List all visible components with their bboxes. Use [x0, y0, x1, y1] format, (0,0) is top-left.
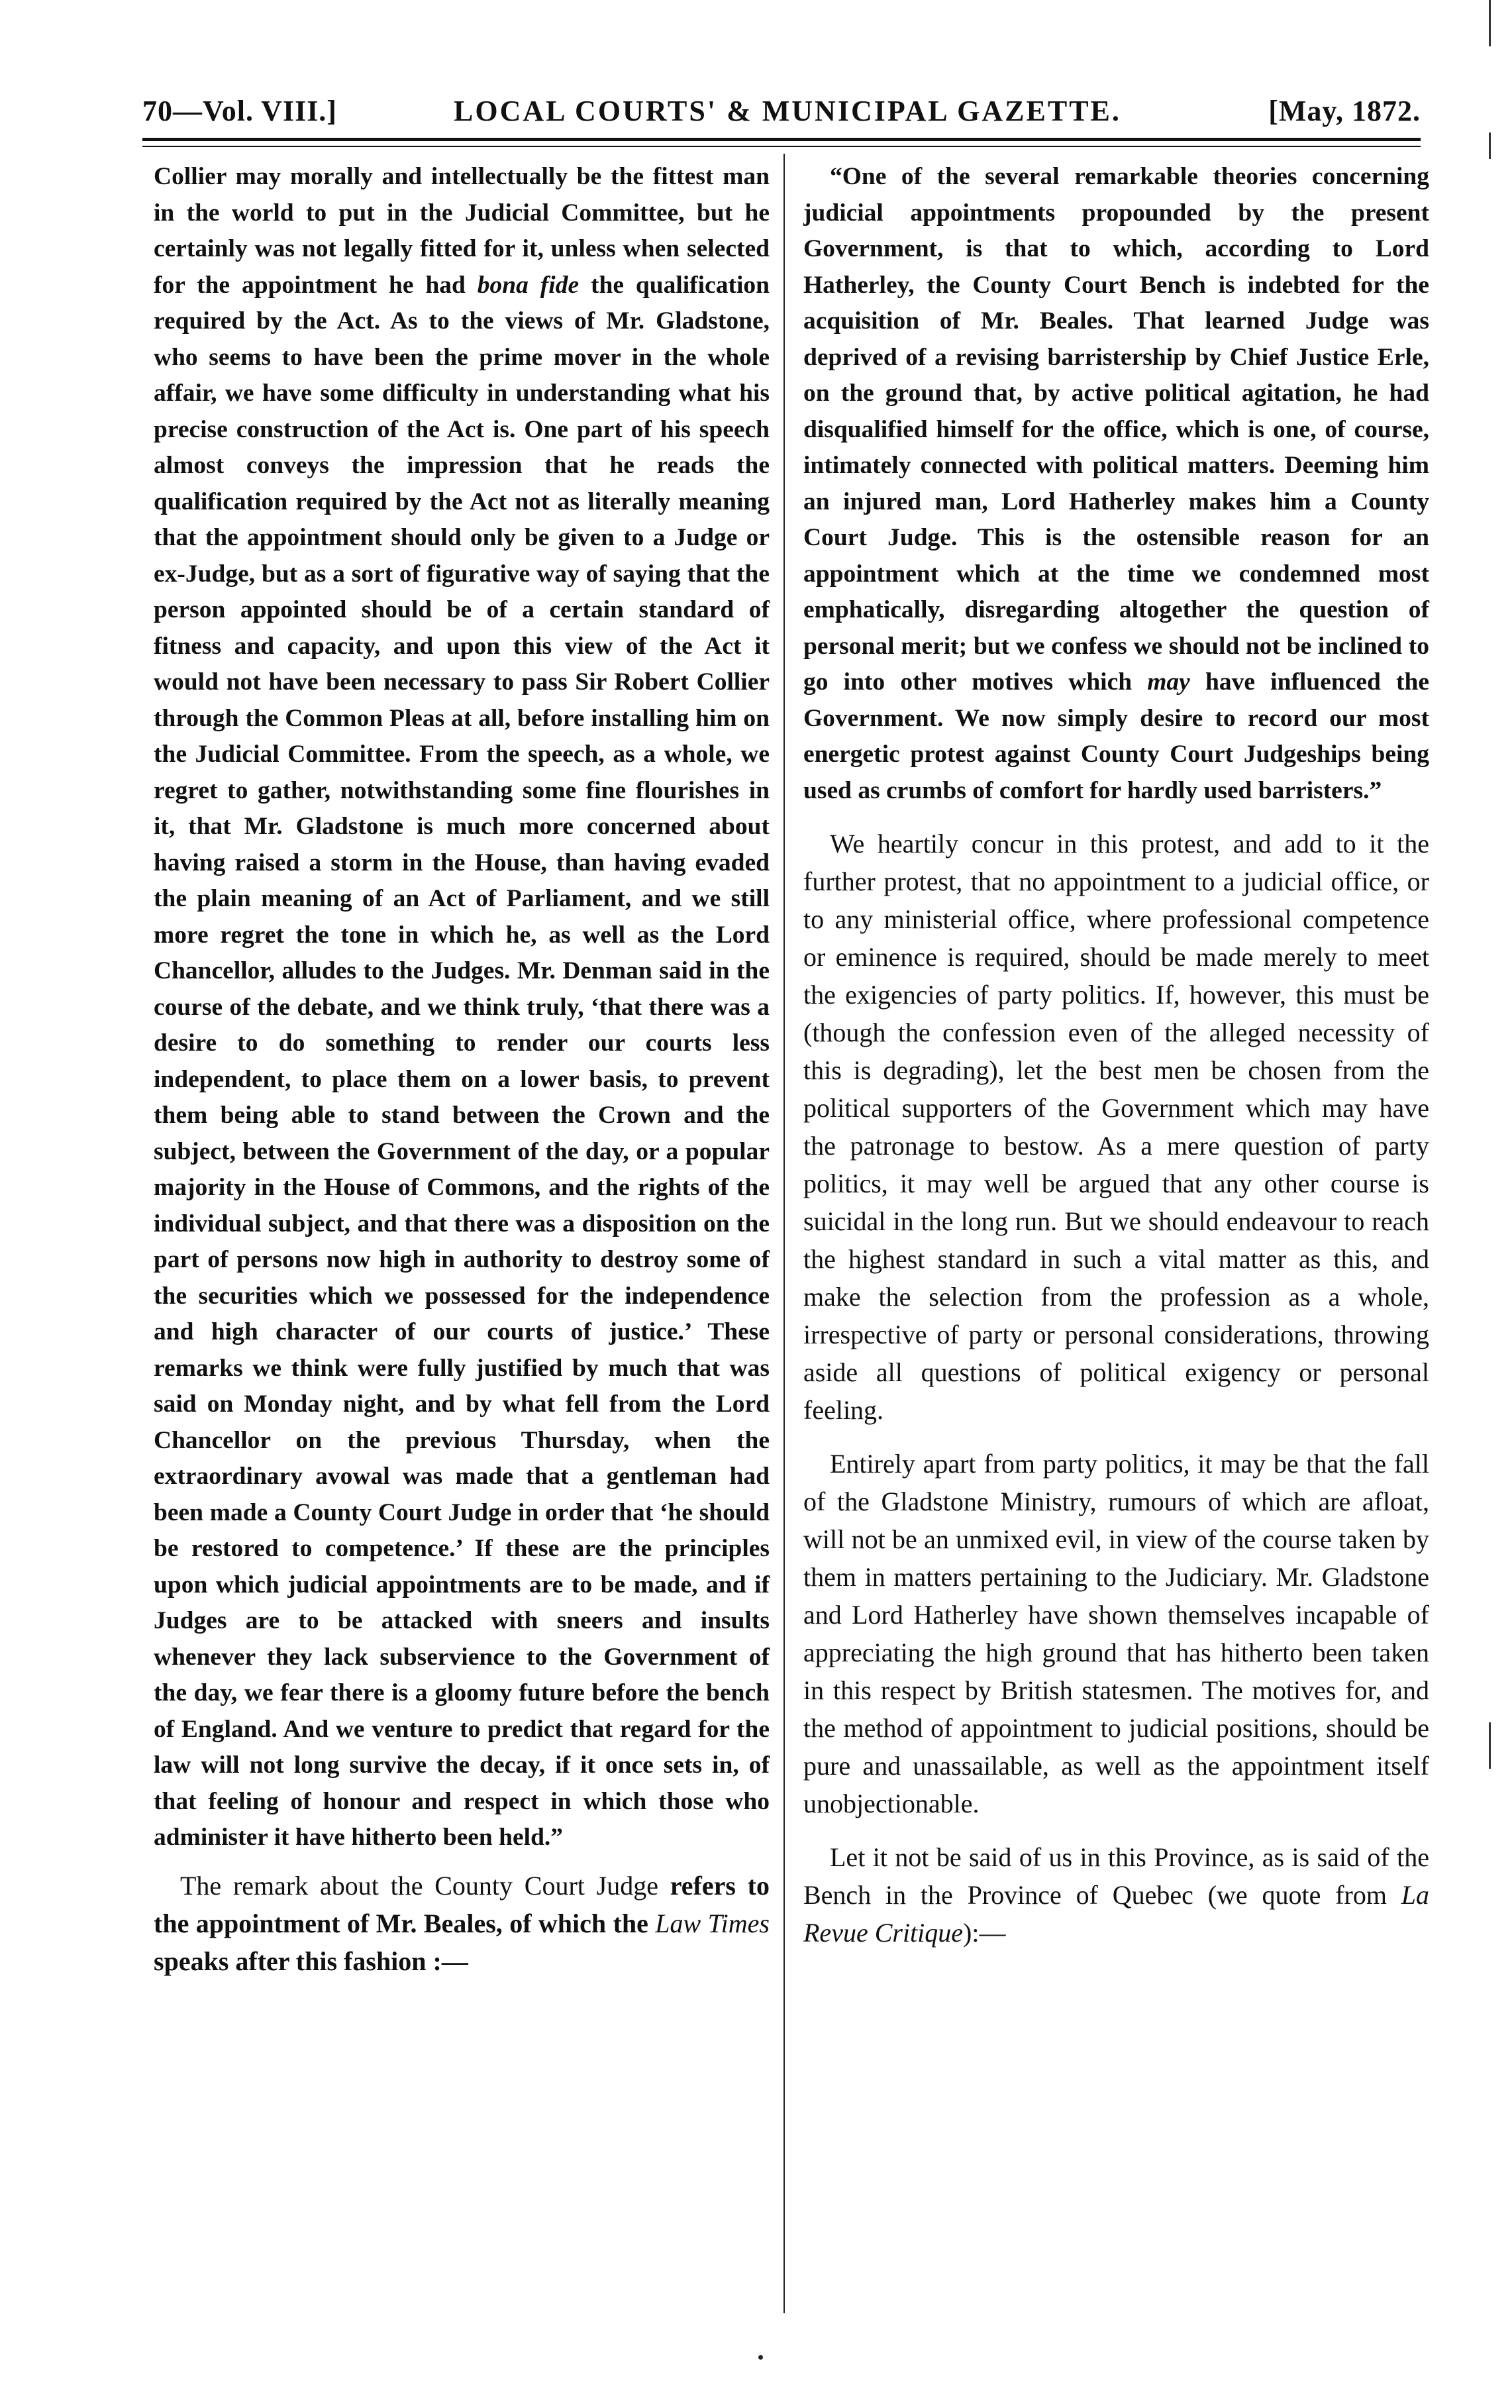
- text-run: speaks after this fashion :—: [154, 1946, 468, 1976]
- text-run: have influenced the Government. We now simply desire to record our most energetic protest against County Court Judgeships being used as crumbs of comfort for hardly used barristers.”: [803, 668, 1429, 804]
- quoted-paragraph-continued: [154, 159, 770, 1856]
- paragraph-beales: [154, 1867, 770, 1980]
- text-run: “One of the several remarkable theories concerning judicial appointments propounded by the present Government, is that to which, according to Lord Hatherley, the County Court Bench is indebted for the acquisition of Mr. Beales. That learned Judge was deprived of a revising barristership by Chief Justice Erle, on the ground that, by active political agitation, he had disqualified himself for the office, which is one, of course, intimately connected with political matters. Deeming him an injured man, Lord Hatherley makes him a County Court Judge. This is the ostensible reason for an appointment which at the time we condemned most emphatically, disregarding altogether the question of personal merit; but we confess we should not be inclined to go into other motives which: [803, 163, 1429, 696]
- journal-title: LOCAL COURTS' & MUNICIPAL GAZETTE.: [454, 95, 1121, 127]
- italic-run: may: [1147, 668, 1190, 696]
- text-run: ):—: [963, 1918, 1006, 1948]
- margin-scan-mark: [1489, 0, 1491, 46]
- text-run: The remark about the County Court Judge: [180, 1870, 670, 1901]
- law-times-quote: [803, 159, 1429, 809]
- paragraph-gladstone-ministry: Entirely apart from party politics, it may be that the fall of the Gladstone Ministry, rumours of which are afloat, will not be an unmixed evil, in view of the course taken by them in matters pertaining to the Judiciary. Mr. Gladstone and Lord Hatherley have shown themselves incapable of appreciating the high ground that has hitherto been taken in this respect by British statesmen. The motives for, and the method of appointment to judicial positions, should be pure and unassailable, as well as the appointment itself unobjectionable.: [803, 1449, 1429, 1818]
- running-header: [142, 81, 1421, 134]
- italic-run: La Revue Critique: [803, 1880, 1429, 1948]
- text-run: Collier may morally and intellectually be the fittest man in the world to put in the Judicial Committee, but he certainly was not legally fitted for it, unless when selected for the appointment he had: [154, 163, 770, 299]
- paragraph-quebec: [803, 1838, 1429, 1952]
- text-run: refers to the appointment of Mr. Beales, of which the: [154, 1870, 770, 1938]
- italic-run: bona fide: [477, 271, 580, 299]
- issue-date: [May, 1872.: [1268, 95, 1421, 127]
- text-run: the qualification required by the Act. As to the views of Mr. Gladstone, who seems to have been the prime mover in the whole affair, we have some difficulty in understanding what his precise construction of the Act is. One part of his speech almost conveys the impression that he reads the qualification required by the Act not as literally meaning that the appointment should only be given to a Judge or ex-Judge, but as a sort of figurative way of saying that the person appointed should be of a certain standard of fitness and capacity, and upon this view of the Act it would not have been necessary to pass Sir Robert Collier through the Common Pleas at all, before installing him on the Judicial Committee. From the speech, as a whole, we regret to gather, notwithstanding some fine flourishes in it, that Mr. Gladstone is much more concerned about having raised a storm in the House, than having evaded the plain meaning of an Act of Parliament, and we still more regret the tone in which he, as well as the Lord Chancellor, alludes to the Judges. Mr. Denman said in the course of the debate, and we think truly, ‘that there was a desire to do something to render our courts less independent, to place them on a lower basis, to prevent them being able to stand between the Crown and the subject, between the Government of the day, or a popular majority in the House of Commons, and the rights of the individual subject, and that there was a disposition on the part of persons now high in authority to destroy some of the securities which we possessed for the independence and high character of our courts of justice.’ These remarks we think were fully justified by much that was said on Monday night, and by what fell from the Lord Chancellor on the previous Thursday, when the extraordinary avowal was made that a gentleman had been made a County Court Judge in order that ‘he should be restored to competence.’ If these are the principles upon which judicial appointments are to be made, and if Judges are to be attacked with sneers and insults whenever they lack subservience to the Government of the day, we fear there is a gloomy future before the bench of England. And we venture to predict that regard for the law will not long survive the decay, if it once sets in, of that feeling of honour and respect in which those who administer it have hitherto been held.”: [154, 271, 770, 1851]
- page-volume: 70—Vol. VIII.]: [142, 95, 337, 127]
- header-rule-thick: [142, 138, 1421, 141]
- margin-scan-mark: [1489, 1722, 1491, 1769]
- right-column: [803, 159, 1429, 1952]
- stray-mark: [758, 2355, 763, 2360]
- column-divider: [783, 154, 785, 2313]
- margin-scan-mark: [1489, 132, 1491, 159]
- italic-run: Law Times: [655, 1908, 770, 1938]
- left-column: [154, 159, 770, 1980]
- text-run: Let it not be said of us in this Province, as is said of the Bench in the Province of Quebec (we quote from: [803, 1842, 1429, 1910]
- paragraph-protest: We heartily concur in this protest, and add to it the further protest, that no appointment to a judicial office, or to any ministerial office, where professional competence or eminence is required, should be made merely to meet the exigencies of party politics. If, however, this must be (though the confession even of the alleged necessity of this is degrading), let the best men be chosen from the political supporters of the Government which may have the patronage to bestow. As a mere question of party politics, it may well be argued that any other course is suicidal in the long run. But we should endeavour to reach the highest standard in such a vital matter as this, and make the selection from the profession as a whole, irrespective of party or personal considerations, throwing aside all questions of political exigency or personal feeling.: [803, 829, 1429, 1425]
- header-rule-thin: [142, 146, 1421, 147]
